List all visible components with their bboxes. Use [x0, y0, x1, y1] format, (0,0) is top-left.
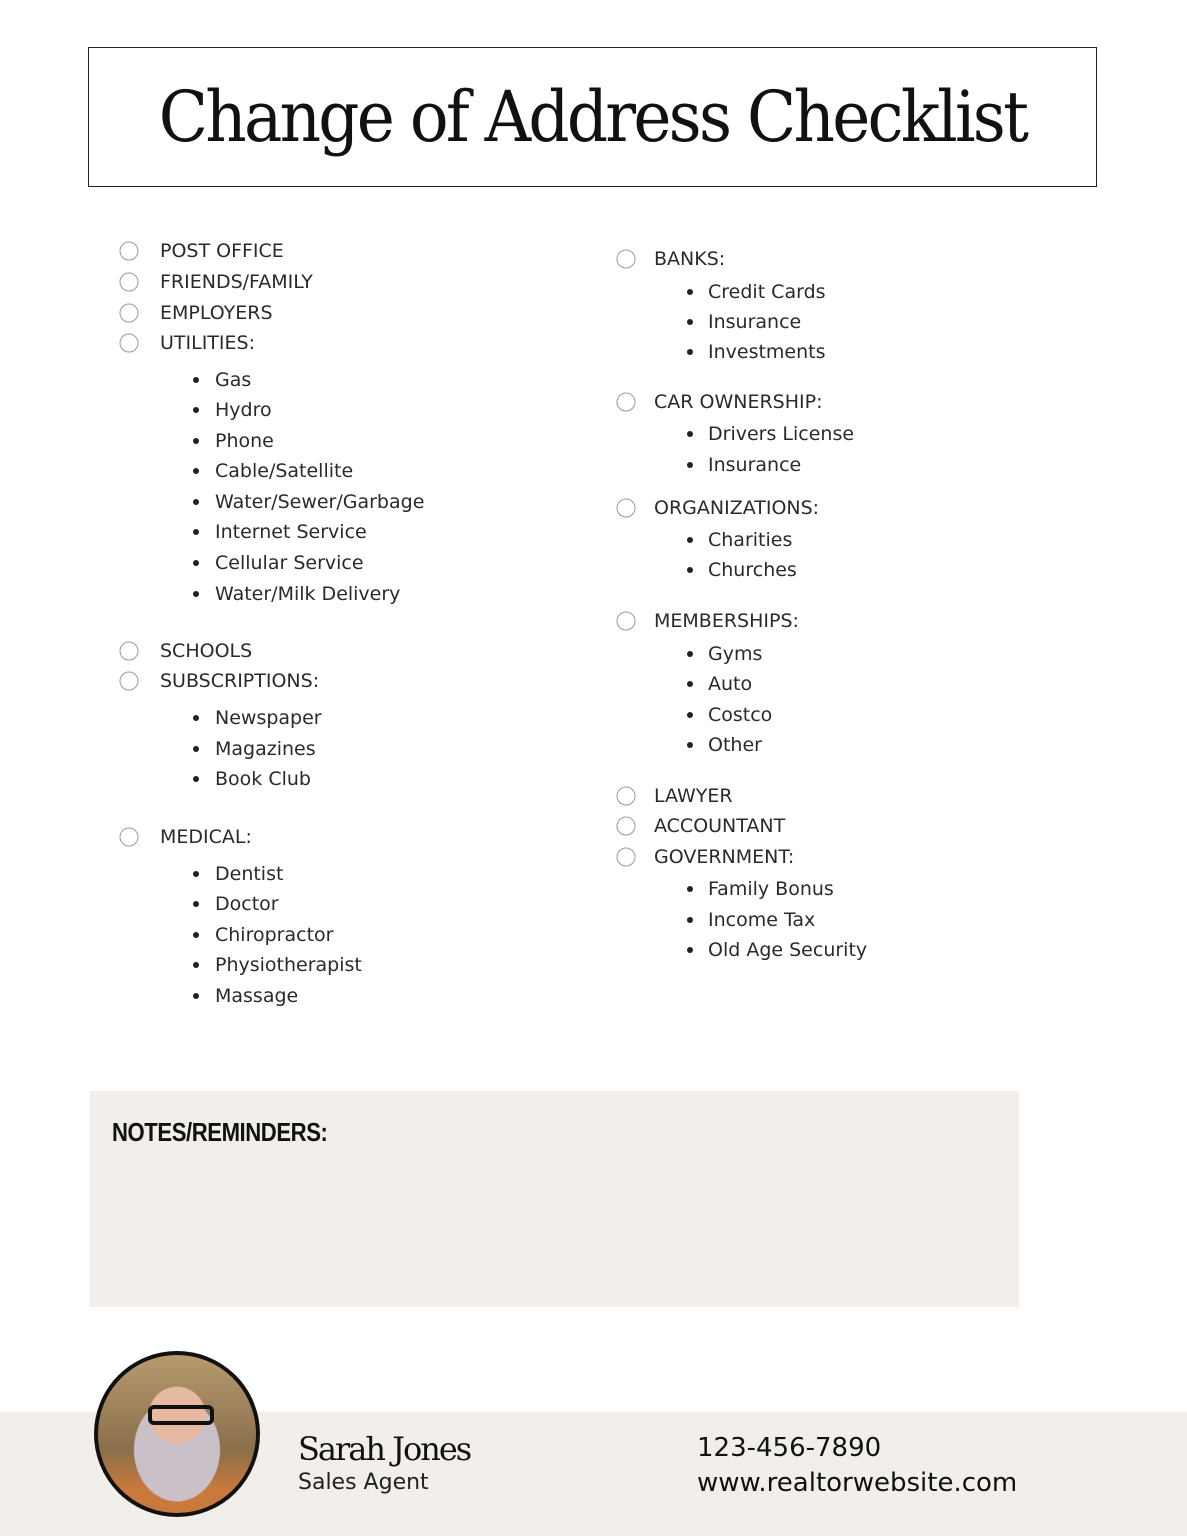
- bullet-icon: [687, 886, 693, 892]
- checkbox[interactable]: [617, 393, 636, 412]
- bullet-icon: [687, 537, 693, 543]
- bullet-icon: [193, 871, 199, 877]
- sub-item-label: Chiropractor: [215, 924, 334, 946]
- checklist-item-label: SCHOOLS: [160, 640, 253, 662]
- sub-item-label: Credit Cards: [708, 281, 826, 303]
- checklist-item-label: EMPLOYERS: [160, 302, 273, 324]
- bullet-icon: [193, 591, 199, 597]
- sub-item-label: Costco: [708, 704, 773, 726]
- agent-avatar: [94, 1351, 260, 1517]
- bullet-icon: [687, 651, 693, 657]
- checkbox[interactable]: [617, 250, 636, 269]
- bullet-icon: [193, 438, 199, 444]
- checkbox[interactable]: [617, 787, 636, 806]
- sub-item-label: Hydro: [215, 399, 272, 421]
- bullet-icon: [687, 319, 693, 325]
- bullet-icon: [193, 377, 199, 383]
- sub-item-label: Physiotherapist: [215, 954, 362, 976]
- sub-item-label: Family Bonus: [708, 878, 834, 900]
- bullet-icon: [193, 499, 199, 505]
- sub-item-label: Gas: [215, 369, 252, 391]
- sub-item-label: Water/Milk Delivery: [215, 583, 401, 605]
- notes-box[interactable]: [90, 1091, 1019, 1307]
- bullet-icon: [687, 349, 693, 355]
- bullet-icon: [193, 901, 199, 907]
- bullet-icon: [193, 932, 199, 938]
- sub-item-label: Investments: [708, 341, 826, 363]
- bullet-icon: [193, 560, 199, 566]
- checkbox[interactable]: [120, 672, 139, 691]
- bullet-icon: [687, 431, 693, 437]
- sub-item-label: Internet Service: [215, 521, 367, 543]
- sub-item-label: Old Age Security: [708, 939, 868, 961]
- glasses-decoration: [148, 1405, 214, 1425]
- checklist-item-label: SUBSCRIPTIONS:: [160, 670, 320, 692]
- bullet-icon: [193, 715, 199, 721]
- sub-item-label: Doctor: [215, 893, 279, 915]
- bullet-icon: [193, 746, 199, 752]
- bullet-icon: [687, 681, 693, 687]
- checkbox[interactable]: [120, 242, 139, 261]
- agent-name: Sarah Jones: [298, 1430, 471, 1468]
- checklist-item-label: ACCOUNTANT: [654, 815, 786, 837]
- bullet-icon: [687, 289, 693, 295]
- checklist-item-label: MEMBERSHIPS:: [654, 610, 799, 632]
- bullet-icon: [193, 993, 199, 999]
- sub-item-label: Dentist: [215, 863, 284, 885]
- bullet-icon: [193, 529, 199, 535]
- checklist-item-label: LAWYER: [654, 785, 733, 807]
- checkbox[interactable]: [617, 848, 636, 867]
- bullet-icon: [687, 917, 693, 923]
- sub-item-label: Newspaper: [215, 707, 322, 729]
- bullet-icon: [193, 962, 199, 968]
- sub-item-label: Book Club: [215, 768, 311, 790]
- checklist-item-label: GOVERNMENT:: [654, 846, 795, 868]
- checkbox[interactable]: [120, 304, 139, 323]
- checklist-item-label: BANKS:: [654, 248, 726, 270]
- title-box: [88, 47, 1097, 187]
- checklist-item-label: POST OFFICE: [160, 240, 284, 262]
- bullet-icon: [687, 462, 693, 468]
- checkbox[interactable]: [617, 499, 636, 518]
- checkbox[interactable]: [120, 273, 139, 292]
- bullet-icon: [193, 468, 199, 474]
- agent-phone: 123-456-7890: [697, 1433, 882, 1463]
- sub-item-label: Massage: [215, 985, 299, 1007]
- sub-item-label: Cable/Satellite: [215, 460, 354, 482]
- sub-item-label: Gyms: [708, 643, 763, 665]
- sub-item-label: Insurance: [708, 454, 802, 476]
- bullet-icon: [687, 947, 693, 953]
- checkbox[interactable]: [120, 334, 139, 353]
- checklist-item-label: UTILITIES:: [160, 332, 255, 354]
- checkbox[interactable]: [120, 642, 139, 661]
- sub-item-label: Churches: [708, 559, 797, 581]
- sub-item-label: Water/Sewer/Garbage: [215, 491, 425, 513]
- sub-item-label: Charities: [708, 529, 793, 551]
- sub-item-label: Cellular Service: [215, 552, 364, 574]
- sub-item-label: Phone: [215, 430, 274, 452]
- sub-item-label: Drivers License: [708, 423, 855, 445]
- bullet-icon: [687, 567, 693, 573]
- agent-website[interactable]: www.realtorwebsite.com: [697, 1468, 1018, 1498]
- checklist-item-label: MEDICAL:: [160, 826, 252, 848]
- page-title: Change of Address Checklist: [158, 76, 1027, 158]
- sub-item-label: Magazines: [215, 738, 316, 760]
- bullet-icon: [193, 407, 199, 413]
- checklist-item-label: ORGANIZATIONS:: [654, 497, 820, 519]
- sub-item-label: Auto: [708, 673, 753, 695]
- sub-item-label: Insurance: [708, 311, 802, 333]
- checkbox[interactable]: [617, 817, 636, 836]
- checkbox[interactable]: [120, 828, 139, 847]
- sub-item-label: Income Tax: [708, 909, 816, 931]
- bullet-icon: [687, 742, 693, 748]
- agent-role: Sales Agent: [298, 1470, 429, 1495]
- checklist-item-label: FRIENDS/FAMILY: [160, 271, 313, 293]
- bullet-icon: [687, 712, 693, 718]
- sub-item-label: Other: [708, 734, 762, 756]
- checklist-item-label: CAR OWNERSHIP:: [654, 391, 823, 413]
- bullet-icon: [193, 776, 199, 782]
- checkbox[interactable]: [617, 612, 636, 631]
- notes-label: NOTES/REMINDERS:: [112, 1117, 328, 1147]
